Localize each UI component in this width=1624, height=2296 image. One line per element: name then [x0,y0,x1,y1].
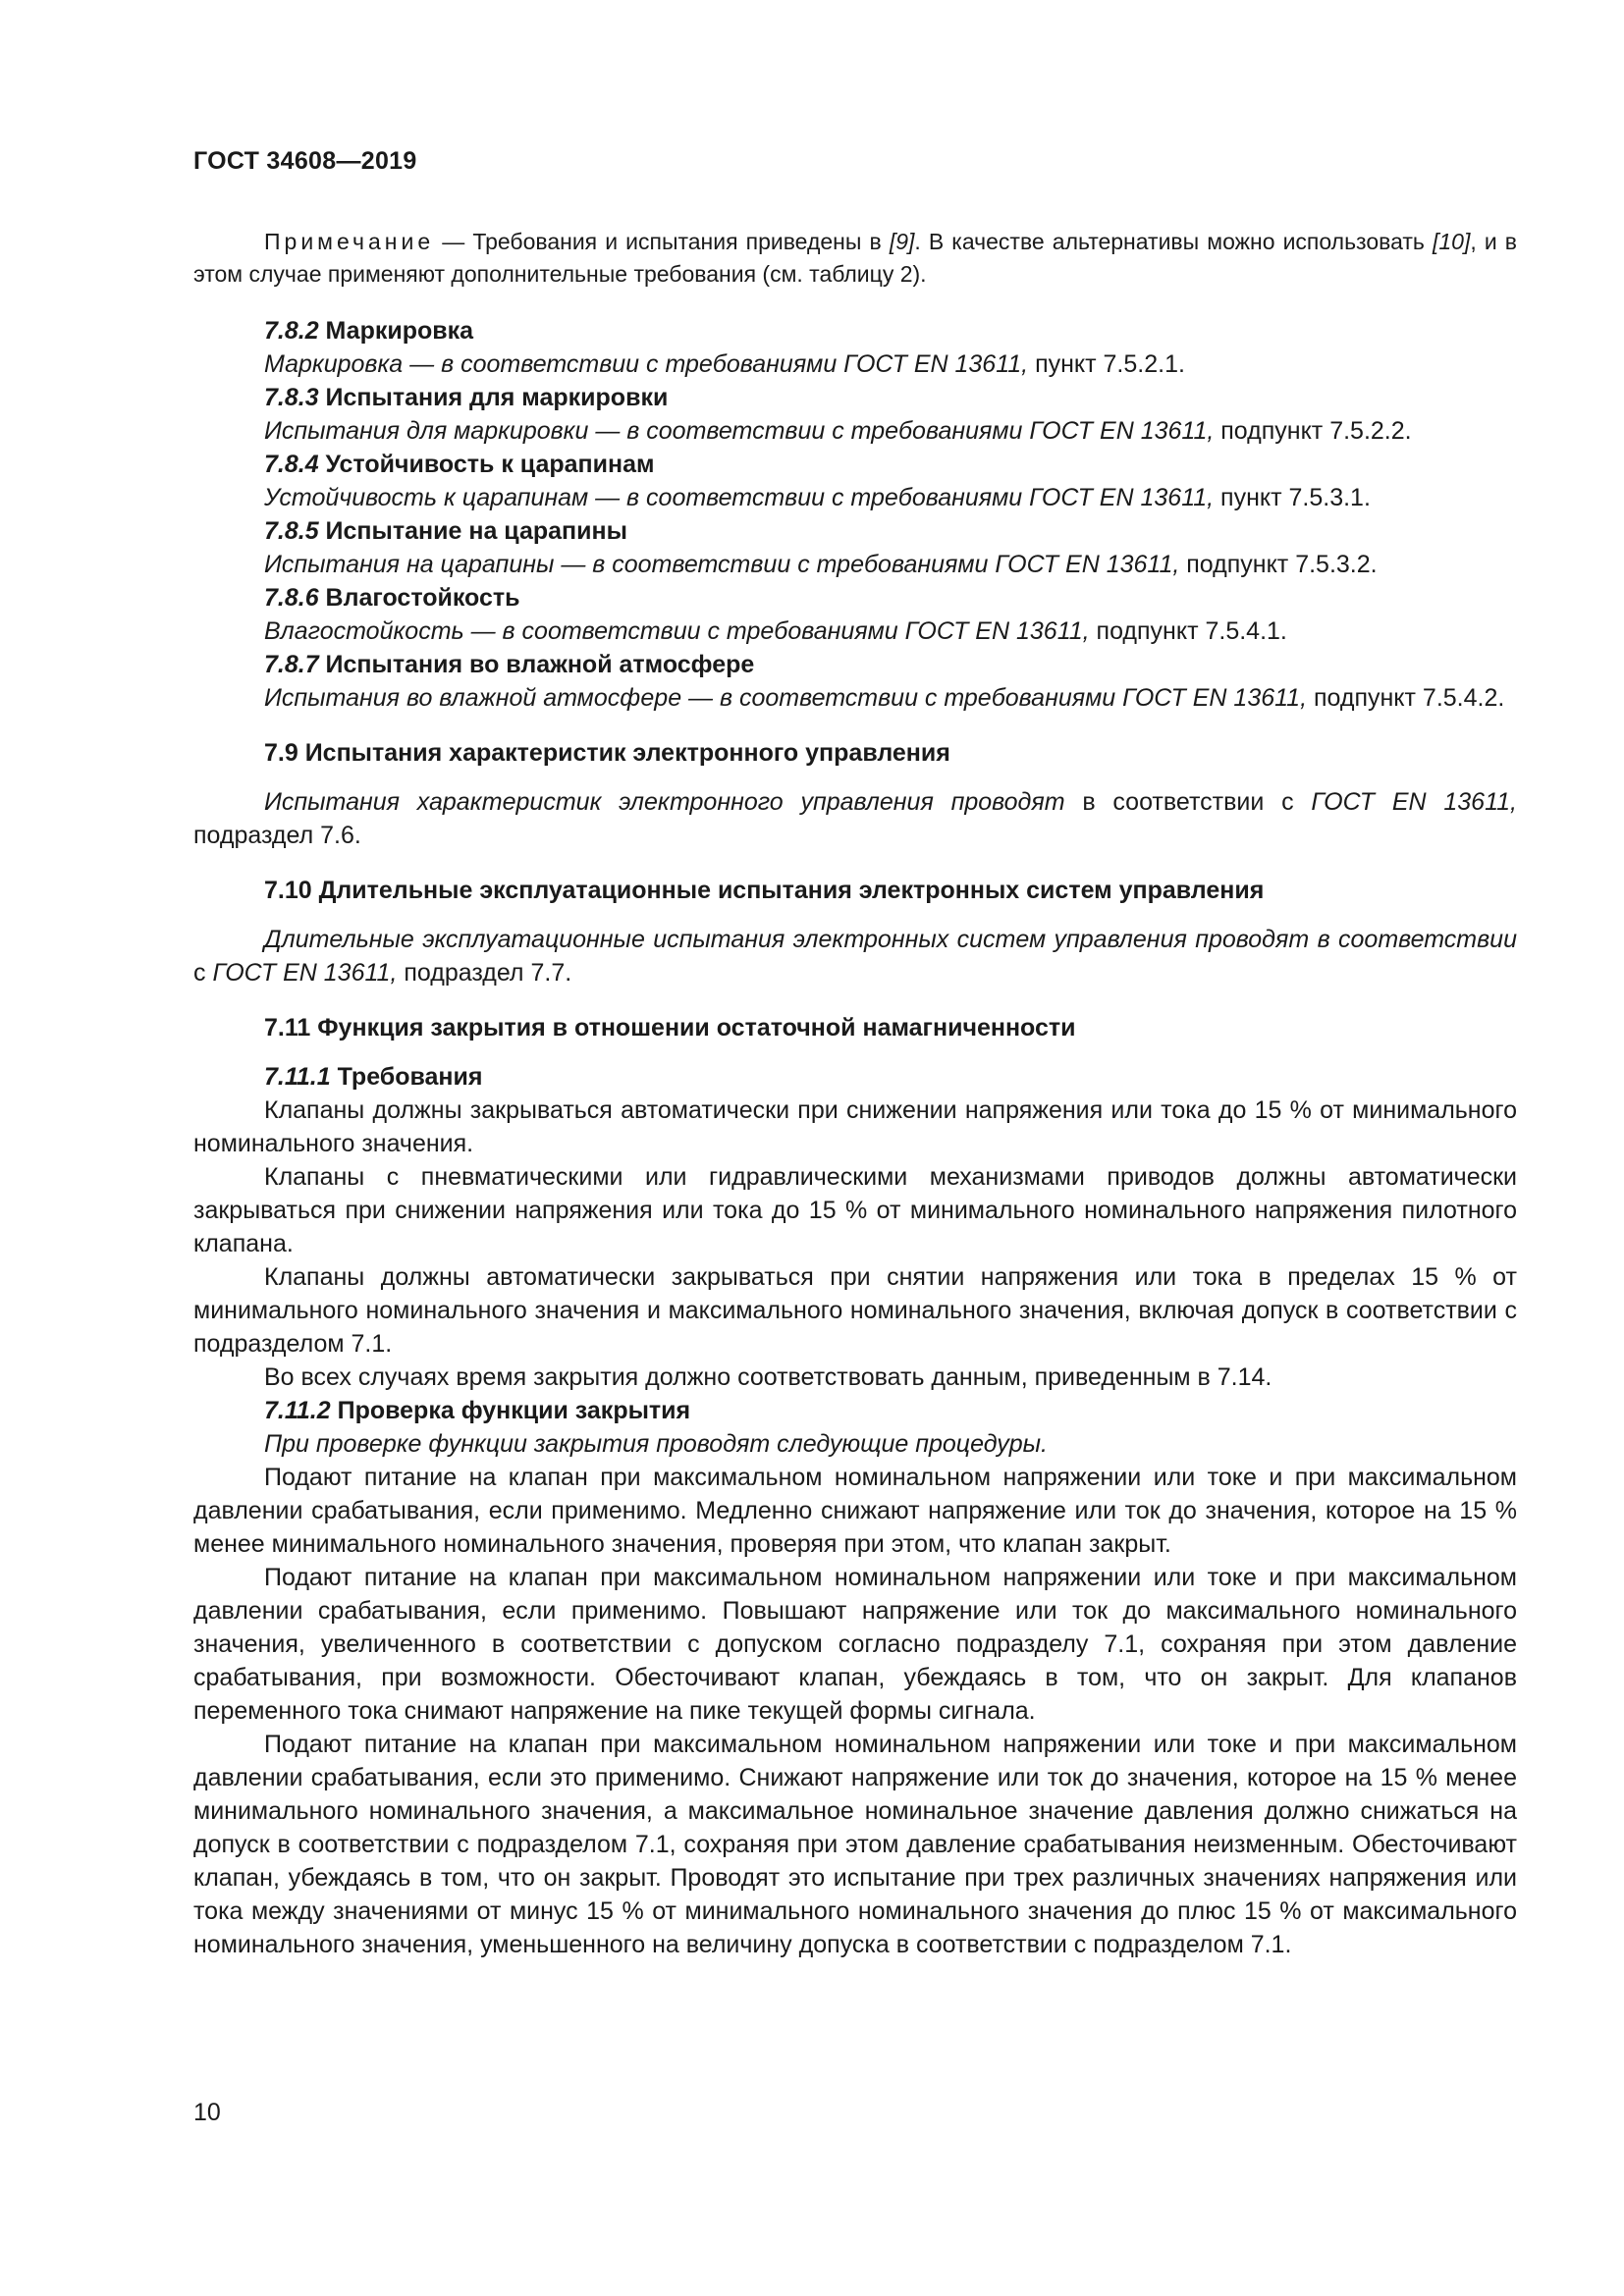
clause-7-11-1-heading [193,1060,1517,1094]
clause-7-11-1-paragraph-1: Клапаны должны закрываться автоматически при снижении напряжения или тока до 15 % от минимального номинального значения. [193,1096,1517,1157]
note-text-b: . В качестве альтернативы можно использовать [914,229,1433,254]
clause-7-8-7-heading [193,648,1517,681]
clause-7-11-2-paragraph-2: Подают питание на клапан при максимальном номинальном напряжении или токе и при максимальном давлении срабатывания, если применимо. Повышают напряжение или ток до максимального номинального значения, увеличенного в соответствии с допуском согласно подразделу 7.1, сохраняя при этом давление срабатывания, при возможности. Обесточивают клапан, убеждаясь в том, что он закрыт. Для клапанов переменного тока снимают напряжение на пике текущей формы сигнала. [193,1564,1517,1725]
clause-7-11-1-paragraph-4: Во всех случаях время закрытия должно соответствовать данным, приведенным в 7.14. [264,1363,1272,1391]
section-7-10-text [193,923,1517,989]
note-ref-9: [9] [889,229,915,254]
clause-title: Испытание на царапины [318,517,627,545]
clause-7-11-2-intro: При проверке функции закрытия проводят следующие процедуры. [264,1430,1048,1458]
clause-number: 7.8.3 [264,384,319,411]
clause-7-8-2-text [193,347,1517,381]
reference-text: подраздел 7.7. [397,959,572,987]
reference-text: пункт 7.5.3.1. [1214,484,1371,511]
section-7-10-heading: 7.10 Длительные эксплуатационные испытания электронных систем управления [264,877,1265,904]
requirement-text: Длительные эксплуатационные испытания электронных систем управления проводят в соответствии [264,926,1517,953]
reference-text: подпункт 7.5.4.2. [1307,684,1505,712]
section-7-9-heading: 7.9 Испытания характеристик электронного управления [264,739,950,767]
document-code: ГОСТ 34608—2019 [193,147,417,175]
requirement-text: Влагостойкость — в соответствии с требованиями ГОСТ EN 13611, [264,617,1090,645]
standard-ref: ГОСТ EN 13611, [212,959,398,987]
body-text [193,226,1517,1961]
clause-7-8-4-text [193,481,1517,514]
reference-text: подпункт 7.5.3.2. [1179,551,1378,578]
clause-number: 7.8.2 [264,317,319,345]
clause-7-11-2-heading [193,1394,1517,1427]
clause-7-11-2-paragraph-3: Подают питание на клапан при максимальном номинальном напряжении или токе и при максимальном давлении срабатывания, если это применимо. Снижают напряжение или ток до значения, которое на 15 % менее минимального номинального значения, а максимальное номинальное значение давления должно снижаться на допуск в соответствии с подразделом 7.1, сохраняя при этом давление срабатывания неизменным. Обесточивают клапан, убеждаясь в том, что он закрыт. Проводят это испытание при трех различных значениях напряжения или тока между значениями от минус 15 % от минимального номинального значения до плюс 15 % от максимального номинального значения, уменьшенного на величину допуска в соответствии с подразделом 7.1. [193,1731,1517,1958]
requirement-text: Испытания для маркировки — в соответствии с требованиями ГОСТ EN 13611, [264,417,1215,445]
section-7-11-heading: 7.11 Функция закрытия в отношении остаточной намагниченности [264,1014,1076,1041]
note-label: Примечание [264,229,435,254]
requirement-text: Маркировка — в соответствии с требованиями ГОСТ EN 13611, [264,350,1029,378]
clause-title: Проверка функции закрытия [330,1397,691,1424]
clause-7-8-6-text [193,614,1517,648]
clause-title: Маркировка [318,317,474,345]
standard-ref: ГОСТ EN 13611, [1311,788,1517,816]
connector-text: в соответствии с [1064,788,1312,816]
requirement-text: Устойчивость к царапинам — в соответствии с требованиями ГОСТ EN 13611, [264,484,1215,511]
clause-number: 7.8.4 [264,451,319,478]
reference-text: пункт 7.5.2.1. [1028,350,1185,378]
clause-title: Устойчивость к царапинам [318,451,655,478]
reference-text: подпункт 7.5.2.2. [1214,417,1412,445]
requirement-text: Испытания на царапины — в соответствии с требованиями ГОСТ EN 13611, [264,551,1180,578]
clause-7-11-1-paragraph-3: Клапаны должны автоматически закрываться при снятии напряжения или тока в пределах 15 % от минимального номинального значения и максимального номинального значения, включая допуск в соответствии с подразделом 7.1. [193,1263,1517,1358]
clause-number: 7.11.2 [264,1397,331,1424]
requirement-text: Испытания характеристик электронного управления проводят [264,788,1065,816]
clause-7-8-3-heading [193,381,1517,414]
note-text-c: , и в этом случае применяют дополнительные требования (см. таблицу 2). [193,229,1518,287]
clause-7-8-4-heading [193,448,1517,481]
clause-7-11-2-paragraph-1: Подают питание на клапан при максимальном номинальном напряжении или токе и при максимальном давлении срабатывания, если применимо. Медленно снижают напряжение или ток до значения, которое на 15 % менее минимального номинального значения, проверяя при этом, что клапан закрыт. [193,1464,1517,1558]
note-text-a: — Требования и испытания приведены в [434,229,890,254]
clause-number: 7.11.1 [264,1063,331,1091]
clause-7-8-3-text [193,414,1517,448]
page-number: 10 [193,2099,221,2126]
reference-text: подраздел 7.6. [193,822,361,849]
clause-title: Требования [330,1063,483,1091]
clause-7-8-2-heading [193,314,1517,347]
clause-7-8-6-heading [193,581,1517,614]
clause-7-11-1-paragraph-2: Клапаны с пневматическими или гидравлическими механизмами приводов должны автоматически закрываться при снижении напряжения или тока до 15 % от минимального номинального напряжения пилотного клапана. [193,1163,1517,1257]
reference-text: подпункт 7.5.4.1. [1089,617,1287,645]
clause-title: Влагостойкость [318,584,520,612]
section-7-9-text [193,785,1517,852]
clause-title: Испытания во влажной атмосфере [318,651,755,678]
clause-7-8-5-text [193,548,1517,581]
note-paragraph [193,226,1517,291]
note-ref-10: [10] [1433,229,1471,254]
clause-number: 7.8.6 [264,584,319,612]
clause-number: 7.8.7 [264,651,319,678]
connector-text: с [193,959,213,987]
requirement-text: Испытания во влажной атмосфере — в соответствии с требованиями ГОСТ EN 13611, [264,684,1308,712]
document-page [193,0,1517,2296]
clause-title: Испытания для маркировки [318,384,669,411]
clause-7-8-7-text [193,681,1517,715]
clause-7-8-5-heading [193,514,1517,548]
clause-number: 7.8.5 [264,517,319,545]
